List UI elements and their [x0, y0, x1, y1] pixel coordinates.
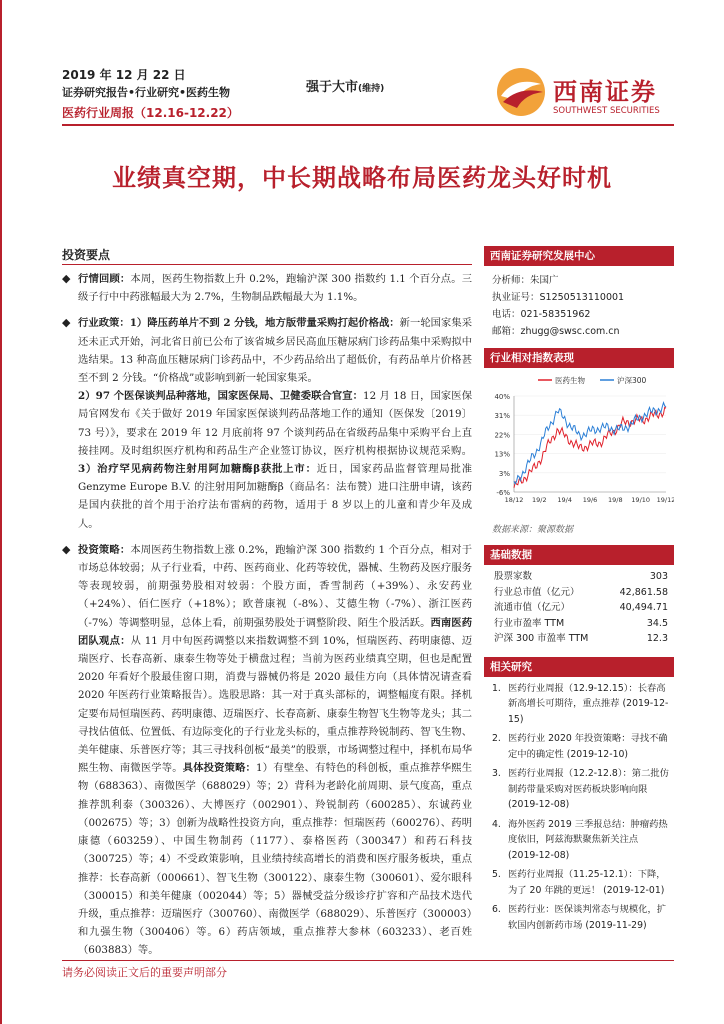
para-body: 近日，国家药品监督管理局批准 Genzyme Europe B.V. 的注射用阿加糖酶β（商品名：法布赞）进口注册申请，该药是国内获批的首个用于治疗法布雷病的药物，适用于 8 岁以上的儿童和青少年及成人。	[78, 463, 472, 530]
analyst-info	[484, 266, 674, 340]
related-text: 医药行业：医保谈判常态与规模化，扩软国内创新药市场	[508, 904, 667, 931]
related-num: 4.	[492, 818, 501, 830]
analyst-phone: 电话：021-58351962	[492, 309, 591, 320]
analyst-name: 分析师：朱国广	[492, 275, 559, 286]
related-num: 6.	[492, 904, 501, 915]
chart-xtick-label: 19/10	[631, 496, 651, 504]
chart-ytick-label: 22%	[494, 431, 510, 440]
related-list	[484, 681, 674, 934]
stat-value: 34.5	[646, 617, 668, 629]
rating-main: 强于大市	[306, 80, 359, 95]
stat-row	[484, 631, 674, 647]
bullet-icon: ◆	[62, 272, 71, 285]
right-column	[484, 246, 674, 933]
chart-area	[484, 368, 674, 520]
company-logo	[495, 64, 675, 120]
left-edge-bar	[0, 0, 2, 1024]
chart-ytick-label: 3%	[498, 469, 510, 478]
chart-ytick-label: 40%	[494, 393, 510, 401]
stat-label: 行业市盈率 TTM	[494, 617, 565, 629]
related-item[interactable]	[484, 817, 674, 864]
para-lead: 2）97 个医保谈判品种落地，国家医保局、卫健委联合官宣：	[78, 390, 364, 403]
chart-ytick-label: -6%	[496, 489, 510, 497]
related-date: (2019-12-01)	[603, 884, 665, 896]
para-body: 新一轮国家集采还未正式开始，河北省日前已公布了该省城乡居民高血压糖尿病门诊药品集中采购拟中选结果。13 种高血压糖尿病门诊药品中，不少药品给出了超低价，有药品单片价格甚至不到 2 分钱。“价格战”或影响到新一轮国家集采。	[78, 317, 473, 385]
para-lead: 行业政策：1）降压药单片不到 2 分钱，地方版带量采购打起价格战：	[78, 317, 400, 330]
related-date: (2019-11-29)	[585, 919, 647, 931]
stat-label: 流通市值（亿元）	[494, 602, 571, 613]
rating	[306, 76, 384, 95]
related-date: (2019-12-15)	[508, 698, 669, 725]
para-body: 1）有壁垒、有特色的科创板，重点推荐华熙生物（688363）、南微医学（688029）等；2）背科为老龄化前周期、景气度高，重点推荐凯利泰（300326）、大博医疗（002901）、羚锐制药（600285）、东诚药业（002675）等；3）创新为战略性投资方向，重点推荐：恒瑞医药（600276）、药明康德（603259）、中国生物制药（1177）、泰格医药（300347）和药石科技（300725）等；4）不受政策影响，且业绩持续高增长的消费和医疗服务板块，重点推荐：长春高新（000661）、智飞生物（300122）、康泰生物（300601）、爱尔眼科（300015）和美年健康（002044）等；5）器械受益分级诊疗扩容和产品技术迭代升级，重点推荐：迈瑞医疗（300760）、南微医学（688029）、乐普医疗（300003）和九强生物（300406）等。6）药店领域，重点推荐大参林（603233）、老百姓（603883）等。	[78, 762, 473, 957]
related-num: 5.	[492, 869, 501, 880]
chart-xtick-label: 19/4	[557, 496, 572, 504]
stat-value: 42,861.58	[619, 586, 668, 598]
logo-text-en: SOUTHWEST SECURITIES	[553, 106, 660, 116]
left-column	[62, 270, 472, 960]
performance-chart	[484, 368, 674, 520]
para-market-review	[62, 270, 472, 306]
stat-row	[484, 616, 674, 632]
chart-ytick-label: 31%	[494, 412, 510, 421]
related-item[interactable]	[484, 902, 674, 933]
stat-value: 40,494.71	[619, 602, 668, 613]
performance-chart-box	[484, 348, 674, 535]
stats-list	[484, 565, 674, 647]
para-industry-policy	[62, 314, 472, 532]
page-title: 业绩真空期，中长期战略布局医药龙头好时机	[112, 164, 612, 192]
related-item[interactable]	[484, 766, 674, 813]
report-date: 2019 年 12 月 22 日	[62, 68, 186, 82]
chart-xtick-label: 18/12	[504, 496, 524, 504]
para-investment-strategy	[62, 541, 472, 960]
weekly-title: 医药行业周报（12.16-12.22）	[62, 106, 239, 120]
stat-row	[484, 585, 674, 601]
para-lead: 西南医药团队观点：	[78, 616, 472, 647]
performance-title: 行业相对指数表现	[484, 348, 674, 368]
related-num: 1.	[492, 682, 501, 694]
stat-value: 303	[649, 571, 668, 582]
related-item[interactable]	[484, 867, 674, 898]
related-item[interactable]	[484, 731, 674, 762]
chart-ytick-label: 13%	[494, 450, 510, 459]
para-body: 12 月 18 日，国家医保局官网发布《关于做好 2019 年国家医保谈判药品落地工作的通知（医保发〔2019〕73 号）》，要求在 2019 年 12 月底前将 97 个谈判药品在省级药品集中采购平台上直接挂网。及时组织医疗机构和药品生产企业签订协议，医疗机构根据协议规范采购。	[78, 390, 472, 457]
basic-data	[484, 545, 674, 647]
footer-divider	[62, 960, 674, 961]
analyst-cert: 执业证号：S1250513110001	[492, 292, 625, 303]
footer-disclaimer: 请务必阅读正文后的重要声明部分	[62, 966, 227, 979]
research-center-title: 西南证券研究发展中心	[484, 246, 674, 266]
stat-row	[484, 600, 674, 616]
rating-sub: (维持)	[358, 84, 385, 94]
stat-label: 沪深 300 市盈率 TTM	[494, 633, 589, 644]
logo-text-cn: 西南证券	[553, 77, 657, 106]
related-text: 海外医药 2019 三季报总结：肿瘤药热度依旧，阿兹海默聚焦新关注点	[508, 818, 668, 845]
para-lead: 3）治疗罕见病药物注射用阿加糖酶β获批上市：	[78, 463, 317, 476]
related-research	[484, 657, 674, 934]
para-body: 本周，医药生物指数上升 0.2%，跑输沪深 300 指数约 1.1 个百分点。三级子行中中药涨幅最大为 2.7%，生物制品跌幅最大为 1.1%。	[78, 273, 472, 304]
para-body: 本周医药生物指数上涨 0.2%，跑输沪深 300 指数约 1 个百分点，相对于市场总体较弱；从子行业看，中药、医药商业、化药等较优，器械、生物药及医疗服务等表现较弱，前期强势股相对较弱：个股方面，香雪制药（+39%）、永安药业（+24%）、佰仁医疗（+18%）；欧普康视（-8%）、艾德生物（-7%）、浙江医药（-7%）等调整明显，总体上看，前期强势股处于调整阶段、陌生个股活跃。	[78, 543, 472, 629]
analyst-email[interactable]: 邮箱：zhugg@swsc.com.cn	[492, 326, 620, 337]
para-lead: 具体投资策略：	[182, 762, 257, 775]
stat-row	[484, 569, 674, 585]
chart-xtick-label: 19/12	[656, 496, 674, 504]
report-type: 证券研究报告•行业研究•医药生物	[62, 86, 231, 99]
related-text: 医药行业周报（12.2-12.8）：第二批仿制药带量采购对医药板块影响向限	[508, 768, 669, 795]
related-text: 医药行业周报（11.25-12.1）：下降，为了 20 年跳的更远！	[508, 869, 666, 896]
header-divider	[62, 124, 674, 126]
stat-label: 行业总市值（亿元）	[494, 586, 580, 598]
related-title: 相关研究	[484, 657, 674, 677]
stat-value: 12.3	[646, 633, 668, 644]
section-label: 投资要点	[62, 248, 111, 262]
basic-data-title: 基础数据	[484, 545, 674, 565]
para-lead: 投资策略：	[78, 543, 131, 556]
section-divider	[62, 264, 472, 265]
related-date: (2019-12-10)	[566, 748, 629, 760]
bullet-icon: ◆	[62, 316, 71, 330]
para-lead: 行情回顾：	[78, 273, 131, 285]
stat-label: 股票家数	[494, 571, 533, 582]
chart-xtick-label: 19/6	[582, 496, 598, 504]
chart-xtick-label: 19/8	[608, 496, 623, 504]
logo-emblem-icon	[495, 66, 547, 118]
related-date: (2019-12-08)	[508, 799, 570, 810]
legend-label: 医药生物	[555, 376, 585, 385]
related-text: 医药行业 2020 年投资策略：寻找不确定中的确定性	[508, 733, 668, 760]
chart-series-line	[514, 403, 666, 484]
chart-source: 数据来源：聚源数据	[492, 525, 574, 535]
para-body: 从 11 月中旬医药调整以来指数调整不到 10%，恒瑞医药、药明康德、迈瑞医疗、长春高新、康泰生物等处于横盘过程；当前为医药业绩真空期，但也是配置 2020 年看好个股最佳窗口期，消费与器械仍将是 2020 最佳方向（具体情况请查看 2020 年医药行业策略报告）。选股思路：其一对于真头部标的，调整幅度有限。择机定要布局恒瑞医药、药明康德、迈瑞医疗、长春高新、康泰生物智飞生物等龙头；其二寻找估值低、位置低、有边际变化的子行业龙头标的，重点推荐羚锐制药、智飞生物、美年健康、乐普医疗等；其三寻找科创板“最美”的股票，市场调整过程中，择机布局华熙生物、南微医学等。	[78, 634, 473, 775]
related-num: 2.	[492, 733, 501, 744]
legend-label: 沪深300	[617, 376, 647, 385]
related-text: 医药行业周报（12.9-12.15）：长春高新高增长可期待，重点推荐	[508, 682, 666, 709]
related-num: 3.	[492, 768, 501, 779]
bullet-icon: ◆	[62, 542, 71, 556]
related-item[interactable]	[484, 681, 674, 728]
chart-xtick-label: 19/2	[532, 496, 547, 504]
related-date: (2019-12-08)	[508, 849, 570, 861]
